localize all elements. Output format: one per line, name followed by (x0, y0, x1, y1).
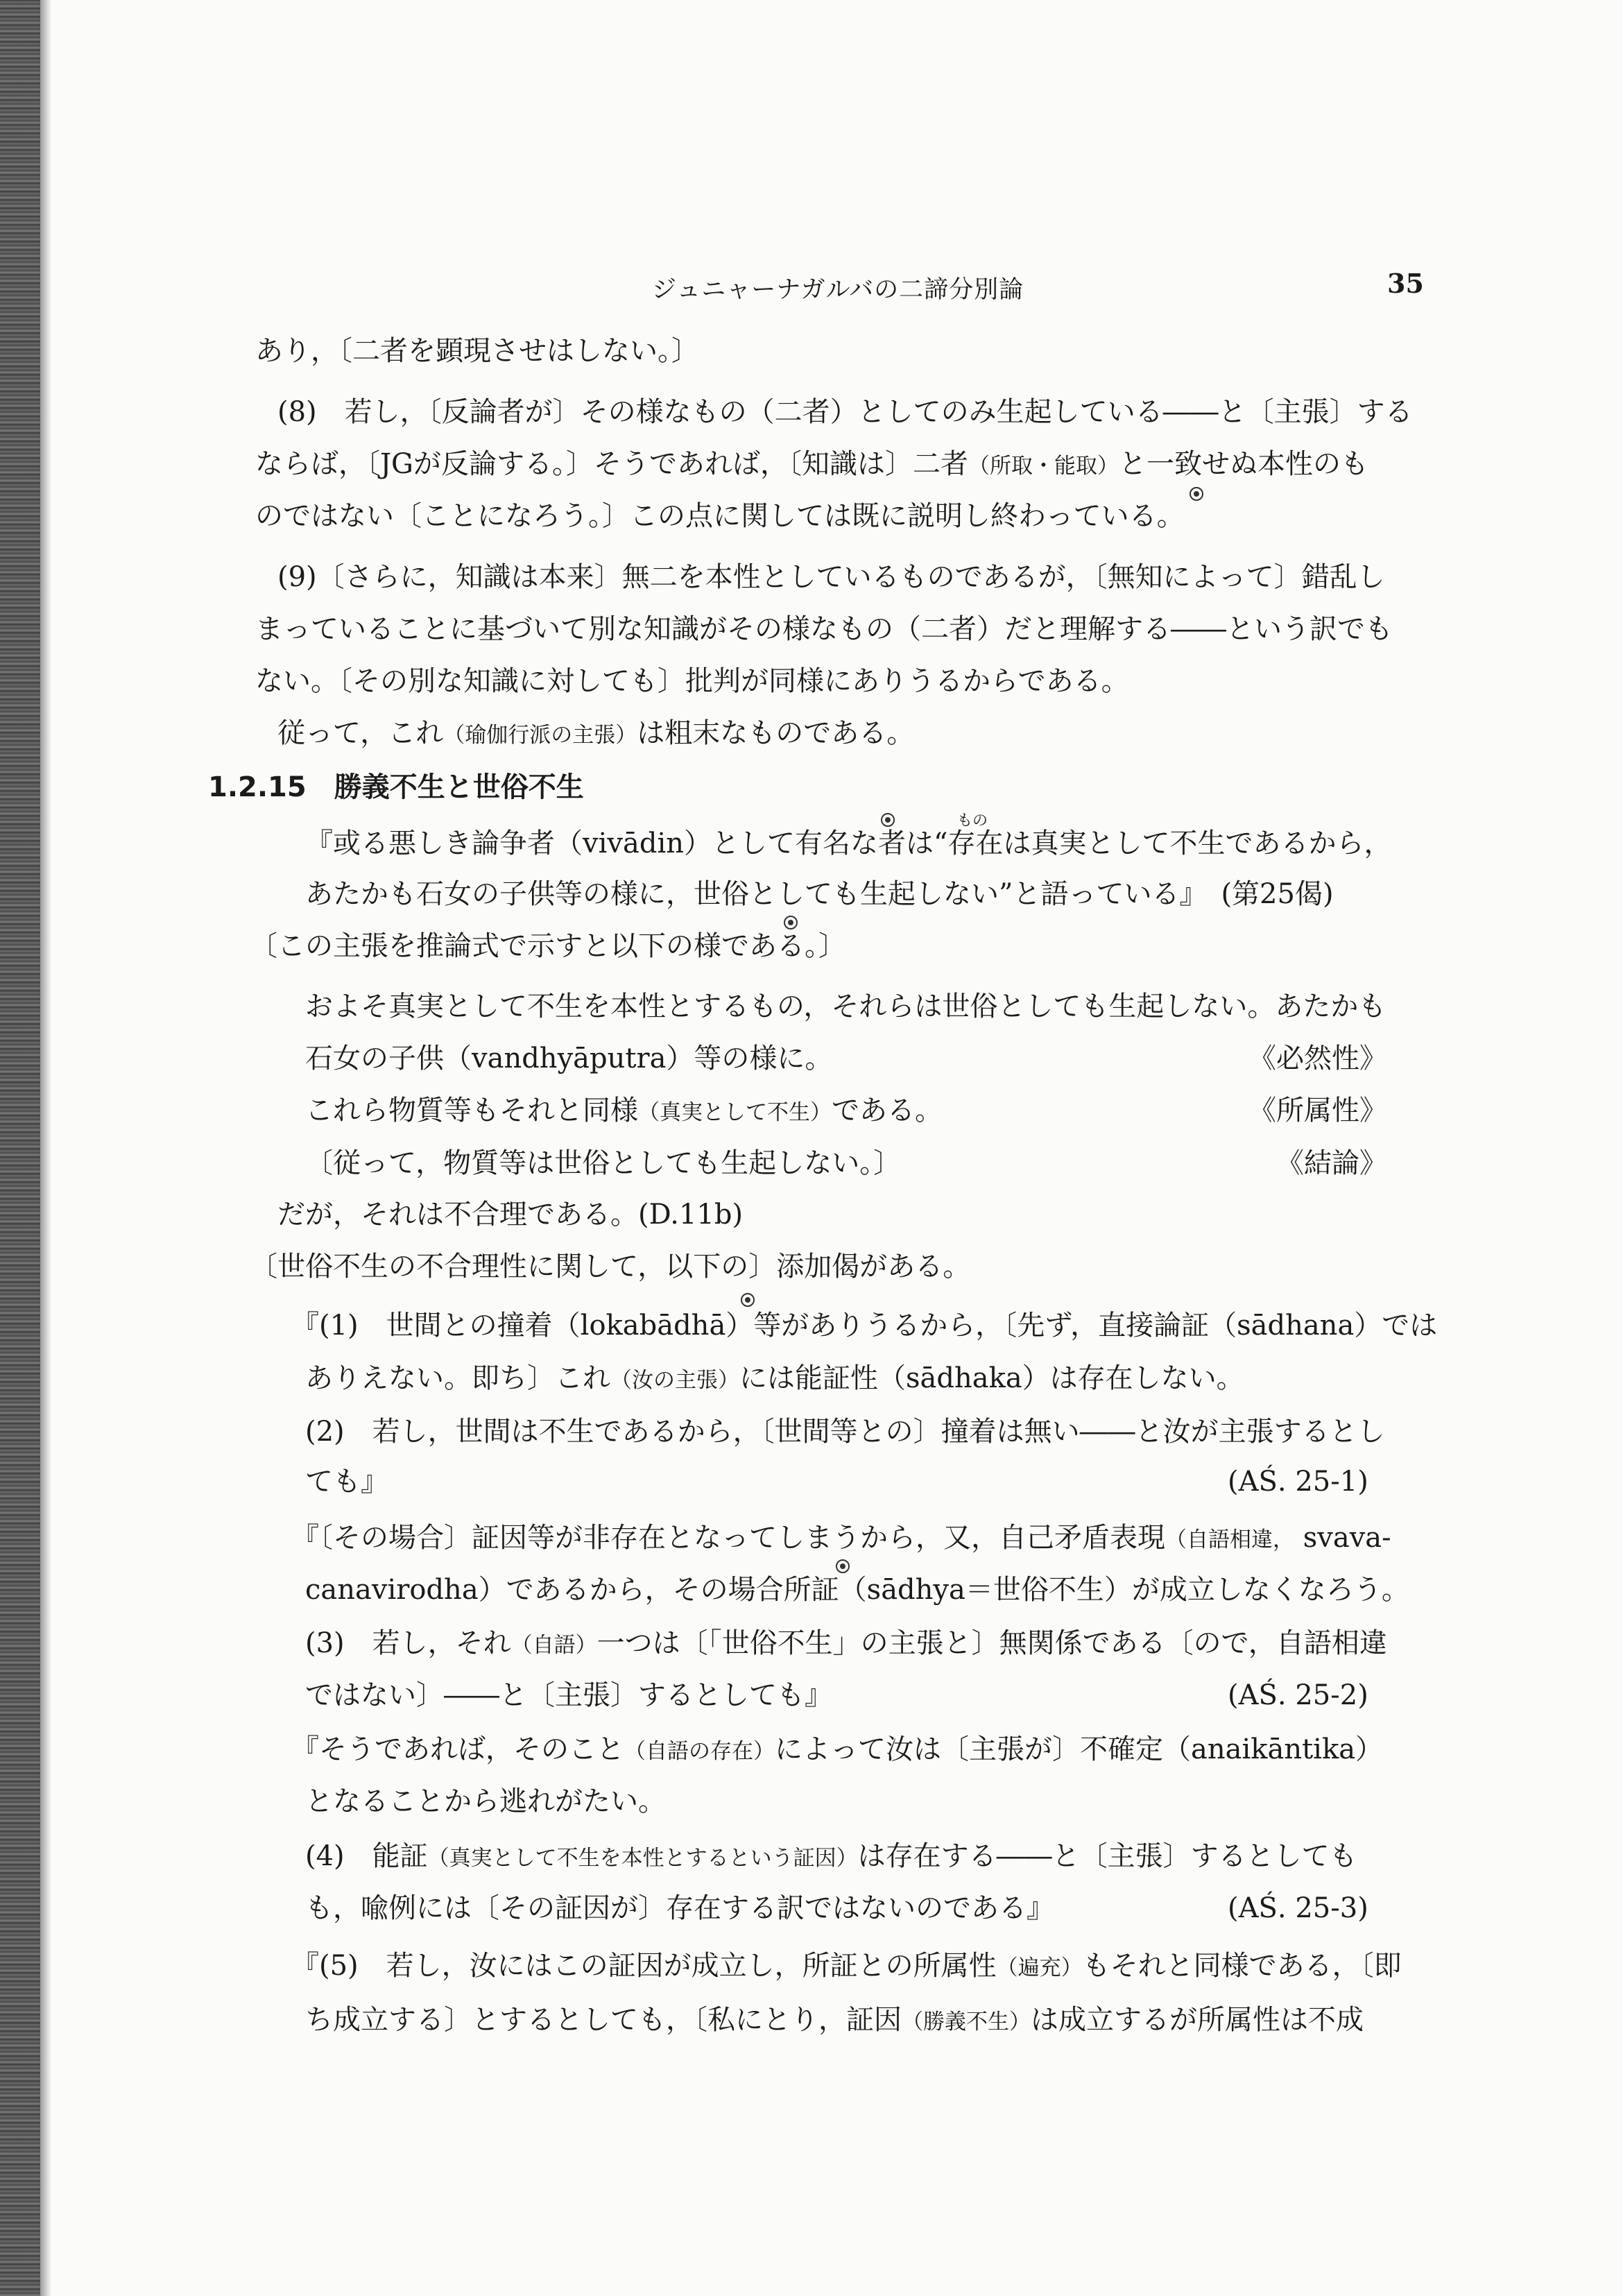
running-header-title: ジュニャーナガルバの二諦分別論 (652, 276, 1024, 304)
annotation: （所取・能取） (968, 454, 1119, 479)
text-segment: である。 (832, 1095, 943, 1126)
text-line (305, 1360, 1244, 1398)
book-spine-shadow (0, 0, 40, 2296)
text-segment: (3) 若し，それ (305, 1627, 511, 1659)
text-segment: は成立するが所属性は不成 (1031, 2004, 1364, 2036)
text-segment: (4) 能証 (305, 1840, 428, 1872)
text-segment: は粗末なものである。 (637, 717, 915, 749)
annotation: （自語の存在） (624, 1739, 775, 1764)
text-line: 〔従って，物質等は世俗としても生起しない。〕 (305, 1147, 902, 1179)
text-line: だが，それは不合理である。(D.11b) (277, 1199, 744, 1231)
text-line: ない。〔その別な知識に対しても〕批判が同様にありうるからである。 (255, 665, 1129, 697)
text-line (291, 1731, 1383, 1770)
note-marker-icon (741, 1293, 755, 1307)
text-segment: ならば，〔JGが反論する。〕そうであれば，〔知識は〕二者 (255, 448, 968, 480)
text-line: 石女の子供（vandhyāputra）等の様に。 (305, 1043, 833, 1074)
text-line (305, 2002, 1364, 2040)
text-line (291, 1520, 1391, 1558)
note-marker-icon (1190, 487, 1203, 501)
text-segment: ち成立する〕とするとしても，〔私にとり，証因 (305, 2004, 902, 2036)
text-segment: これら物質等もそれと同様 (305, 1095, 638, 1126)
text-line: あたかも石女の子供等の様に，世俗としても生起しない”と語っている』 (第25偈) (305, 878, 1334, 910)
syllogism-label: 《所属性》 (1248, 1095, 1387, 1126)
text-line: ても』 (305, 1466, 388, 1498)
text-line: 〔この主張を推論式で示すと以下の様である。〕 (250, 930, 846, 962)
text-line (305, 1625, 1387, 1663)
syllogism-label: 《必然性》 (1248, 1043, 1387, 1074)
text-segment: 『そうであれば，そのこと (291, 1733, 624, 1765)
annotation: （自語） (510, 1633, 597, 1658)
ruby-reading: もの (957, 812, 988, 830)
text-line: ではない〕――と〔主張〕するとしても』 (305, 1679, 832, 1711)
text-line: 『或る悪しき論争者（vivādin）として有名な者は“存在は真実として不生であるから， (305, 828, 1392, 859)
text-segment: もそれと同様である，〔即 (1082, 1950, 1402, 1982)
text-line (305, 1093, 943, 1131)
text-line: (9)〔さらに，知識は本来〕無二を本性としているものであるが，〔無知によって〕錯乱し (277, 561, 1385, 593)
page-number: 35 (1387, 268, 1424, 299)
annotation: （真実として不生を本性とするという証因） (427, 1846, 858, 1871)
text-line (255, 446, 1368, 484)
text-line (305, 1838, 1357, 1876)
text-segment: と一致せぬ本性のも (1119, 448, 1368, 480)
text-line: 『(1) 世間との撞着（lokabādhā）等がありうるから，〔先ず，直接論証（sādhana）では (291, 1310, 1438, 1342)
text-line: のではない〔ことになろう。〕この点に関しては既に説明し終わっている。 (255, 500, 1185, 532)
annotation: （瑜伽行派の主張） (443, 723, 637, 748)
text-line: も，喩例には〔その証因が〕存在する訳ではないのである』 (305, 1892, 1054, 1924)
syllogism-label: 《結論》 (1276, 1147, 1387, 1179)
text-segment: 一つは〔「世俗不生」の主張と〕無関係である〔ので，自語相違 (596, 1627, 1387, 1659)
note-marker-icon (881, 813, 895, 827)
text-segment: には能証性（sādhaka）は存在しない。 (739, 1362, 1244, 1394)
annotation: （勝義不生） (902, 2010, 1031, 2034)
text-segment: 『(5) 若し，汝にはこの証因が成立し，所証との所属性 (291, 1950, 997, 1982)
text-segment: ありえない。即ち〕これ (305, 1362, 610, 1394)
text-line: まっていることに基づいて別な知識がその様なもの（二者）だと理解する――という訳でも (255, 613, 1393, 645)
citation: (AŚ. 25-3) (1228, 1892, 1368, 1924)
spine-gradient (40, 0, 51, 2296)
text-line (291, 1948, 1402, 1986)
text-segment: 従って，これ (277, 717, 444, 749)
annotation: （遍充） (996, 1955, 1083, 1980)
note-marker-icon (784, 916, 798, 929)
text-line: (2) 若し，世間は不生であるから，〔世間等との〕撞着は無い――と汝が主張するとし (305, 1416, 1385, 1448)
annotation: （真実として不生） (638, 1100, 832, 1125)
text-line: およそ真実として不生を本性とするもの，それらは世俗としても生起しない。あたかも (305, 991, 1386, 1022)
text-line: canavirodha）であるから，その場合所証（sādhya＝世俗不生）が成立しなくなろう。 (305, 1574, 1409, 1606)
text-line (277, 715, 914, 753)
text-line: となることから逃れがたい。 (305, 1785, 666, 1817)
citation: (AŚ. 25-1) (1228, 1466, 1368, 1498)
annotation: （自語相違， (1165, 1527, 1294, 1552)
text-segment: によって汝は〔主張が〕不確定（anaikāntika） (775, 1733, 1384, 1765)
annotation: （汝の主張） (610, 1368, 739, 1393)
text-line: (8) 若し，〔反論者が〕その様なもの（二者）としてのみ生起している――と〔主張〕する (277, 396, 1413, 428)
citation: (AŚ. 25-2) (1228, 1679, 1368, 1711)
text-segment: は存在する――と〔主張〕するとしても (857, 1840, 1357, 1872)
note-marker-icon (836, 1559, 850, 1573)
section-heading: 1.2.15 勝義不生と世俗不生 (208, 771, 584, 803)
text-segment: 『〔その場合〕証因等が非存在となってしまうから，又，自己矛盾表現 (291, 1522, 1165, 1554)
text-line: あり，〔二者を顕現させはしない。〕 (255, 335, 699, 367)
text-line: 〔世俗不生の不合理性に関して，以下の〕添加偈がある。 (250, 1251, 971, 1283)
text-segment: svava- (1294, 1522, 1391, 1554)
